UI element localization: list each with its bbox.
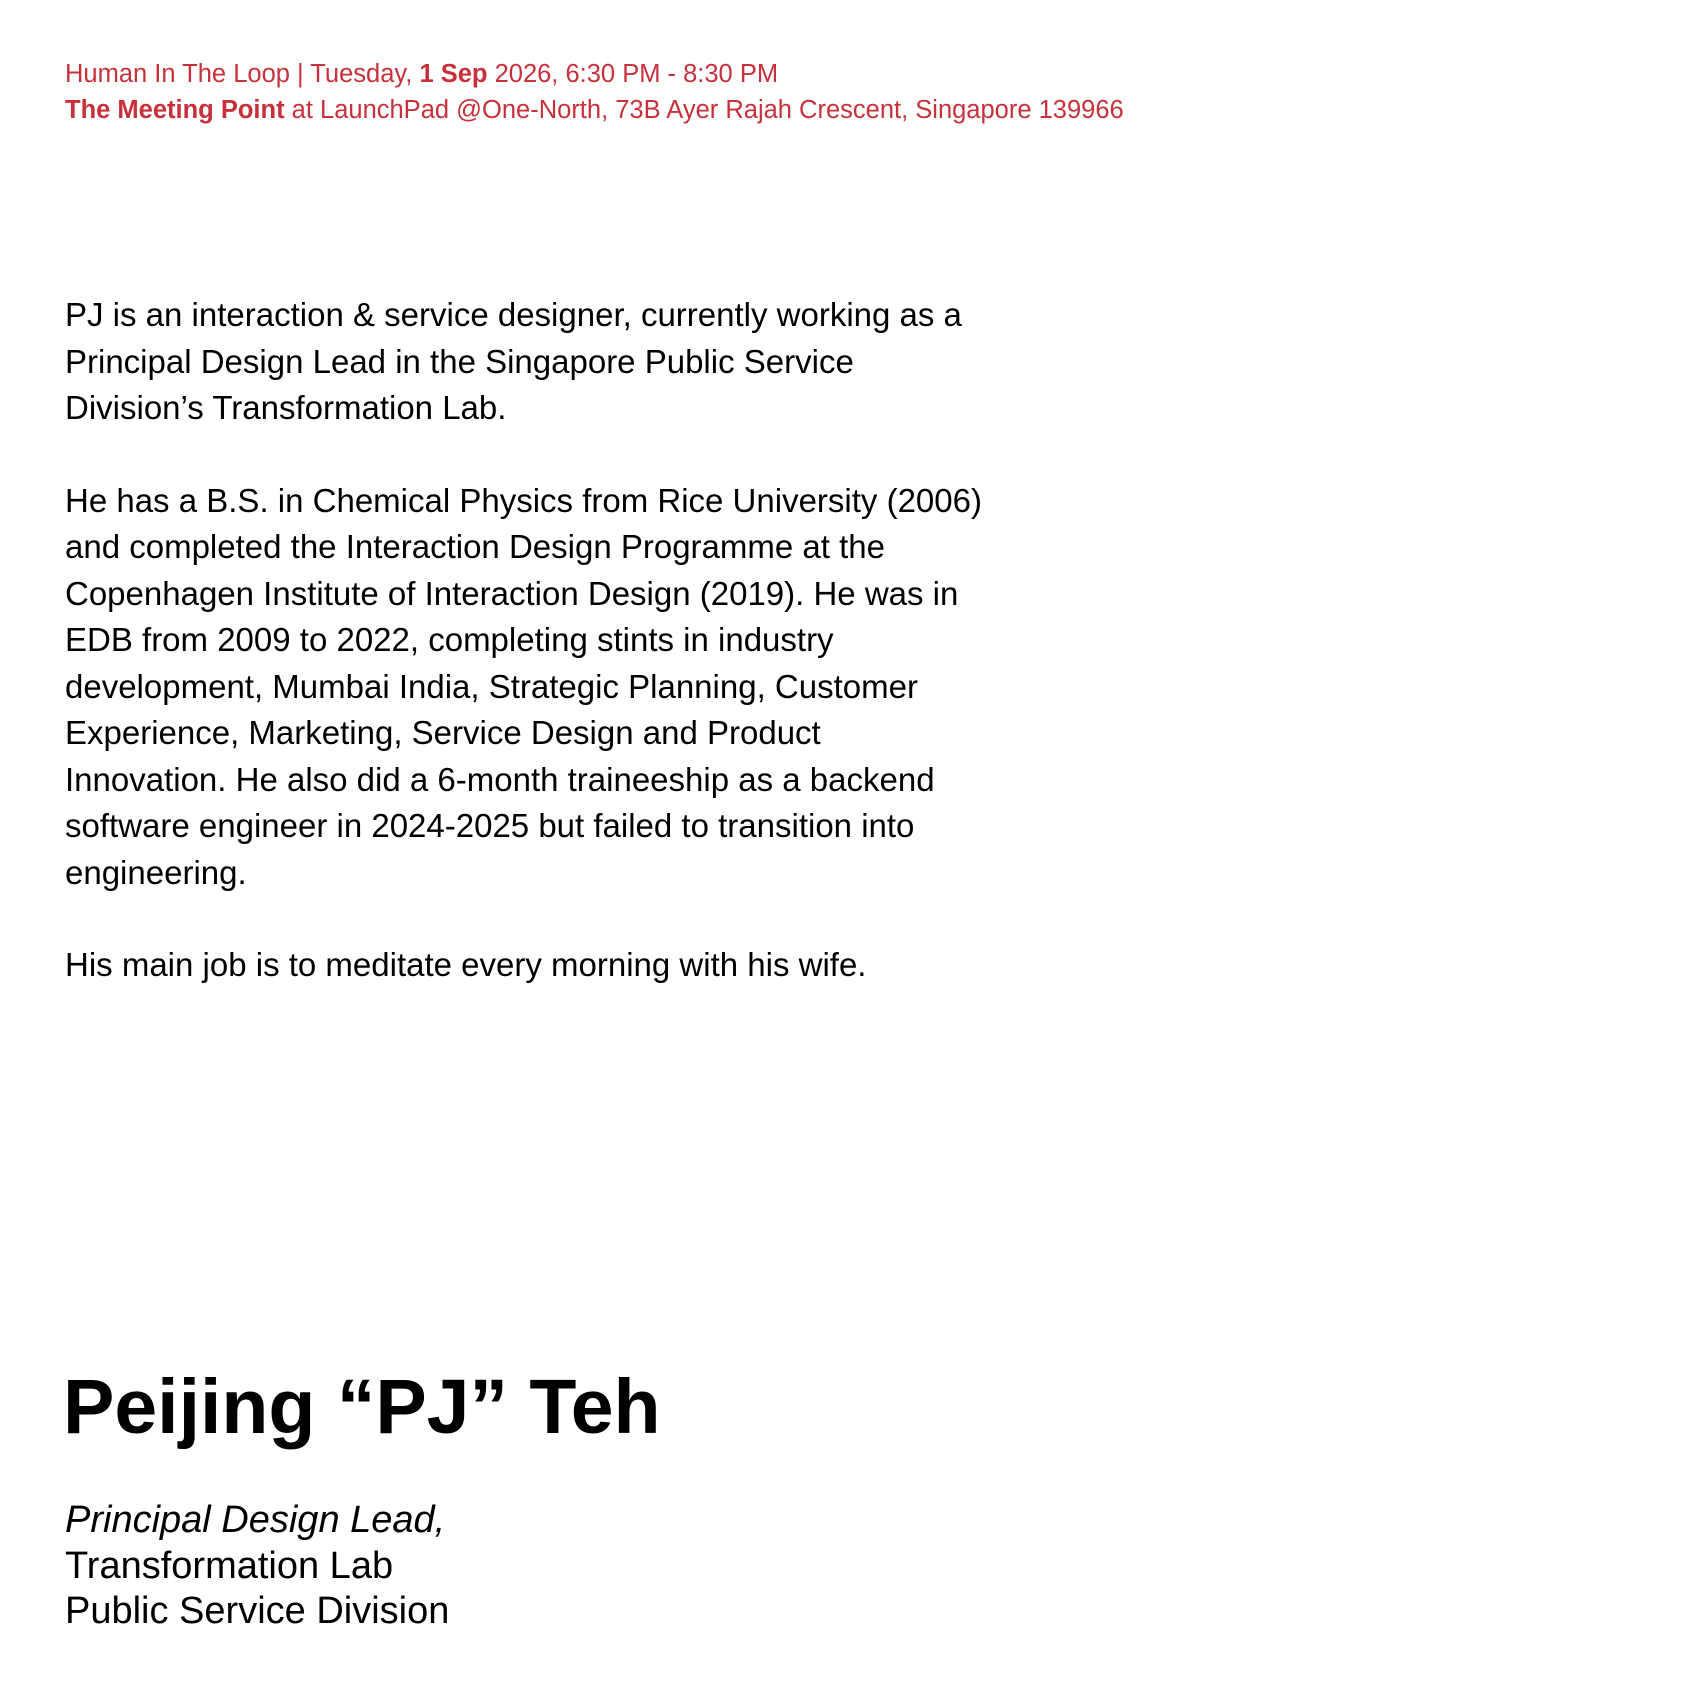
speaker-role <box>65 1498 449 1635</box>
venue-name: The Meeting Point <box>65 96 285 124</box>
bio-paragraph: PJ is an interaction & service designer, currently working as a Principal Design Lead in the Singapore Public Service Division’s Transformation Lab. <box>65 296 962 426</box>
event-date: 1 Sep <box>419 60 488 88</box>
event-separator: | <box>289 60 311 88</box>
speaker-unit: Transformation Lab <box>65 1544 394 1587</box>
event-weekday: Tuesday, <box>310 60 413 88</box>
bio-paragraph: He has a B.S. in Chemical Physics from Rice University (2006) and completed the Interaction Design Programme at the Copenhagen Institute of Interaction Design (2019). He was in EDB from 2009 to 2022, completing stints in industry development, Mumbai India, Strategic Planning, Customer Experience, Marketing, Service Design and Product Innovation. He also did a 6-month traineeship as a backend software engineer in 2024-2025 but failed to transition into engineering. <box>65 481 982 891</box>
speaker-organisation: Public Service Division <box>65 1590 450 1632</box>
event-header <box>65 56 1625 128</box>
speaker-name: Peijing “PJ” Teh <box>63 1364 661 1450</box>
speaker-title: Principal Design Lead, <box>65 1499 446 1541</box>
bio-paragraph: His main job is to meditate every morning with his wife. <box>65 946 867 983</box>
event-details-line <box>65 56 1625 92</box>
event-name: Human In The Loop <box>65 60 290 88</box>
venue-address: at LaunchPad @One-North, 73B Ayer Rajah Crescent, Singapore 139966 <box>291 96 1124 124</box>
speaker-bio <box>65 292 985 1035</box>
event-time: 2026, 6:30 PM - 8:30 PM <box>494 60 779 88</box>
event-venue-line <box>65 92 1625 128</box>
